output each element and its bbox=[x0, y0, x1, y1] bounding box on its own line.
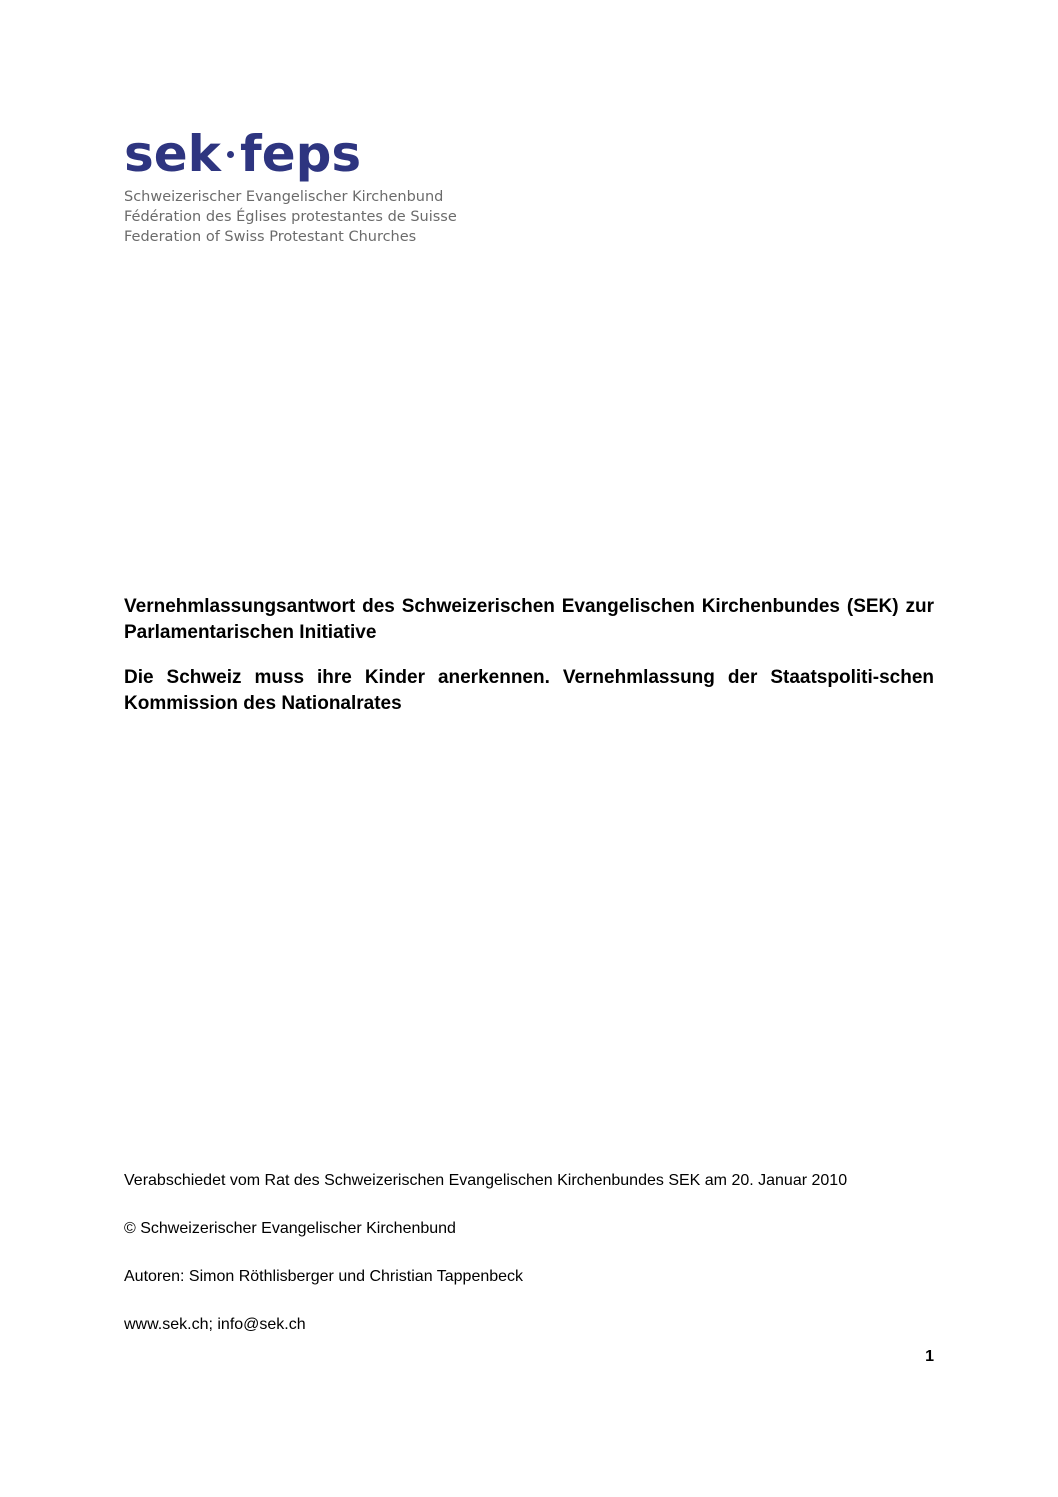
adoption-note: Verabschiedet vom Rat des Schweizerischen Evangelischen Kirchenbundes SEK am 20. Januar 2010 bbox=[124, 1172, 848, 1189]
logo-wordmark-sek: sek bbox=[124, 125, 221, 183]
document-title: Vernehmlassungsantwort des Schweizerischen Evangelischen Kirchenbundes (SEK) zur Parlamentarischen Initiative bbox=[124, 596, 934, 643]
sek-feps-logo bbox=[124, 124, 544, 247]
page-number: 1 bbox=[925, 1348, 934, 1365]
logo-subline-de: Schweizerischer Evangelischer Kirchenbund bbox=[124, 189, 444, 205]
logo-subline-fr: Fédération des Églises protestantes de Suisse bbox=[124, 209, 457, 225]
document-subtitle: Die Schweiz muss ihre Kinder anerkennen. Vernehmlassung der Staatspoliti-schen Kommission des Nationalrates bbox=[124, 667, 934, 714]
authors-note: Autoren: Simon Röthlisberger und Christian Tappenbeck bbox=[124, 1268, 524, 1285]
document-meta bbox=[124, 1170, 934, 1362]
logo-subline-en: Federation of Swiss Protestant Churches bbox=[124, 229, 417, 245]
logo-wordmark bbox=[124, 124, 544, 184]
contact-note: www.sek.ch; info@sek.ch bbox=[124, 1316, 306, 1333]
title-block bbox=[124, 594, 934, 717]
logo-wordmark-feps: feps bbox=[239, 125, 362, 183]
copyright-note: © Schweizerischer Evangelischer Kirchenbund bbox=[124, 1220, 456, 1237]
logo-dot-separator bbox=[227, 151, 234, 158]
logo-sublines bbox=[124, 187, 544, 247]
